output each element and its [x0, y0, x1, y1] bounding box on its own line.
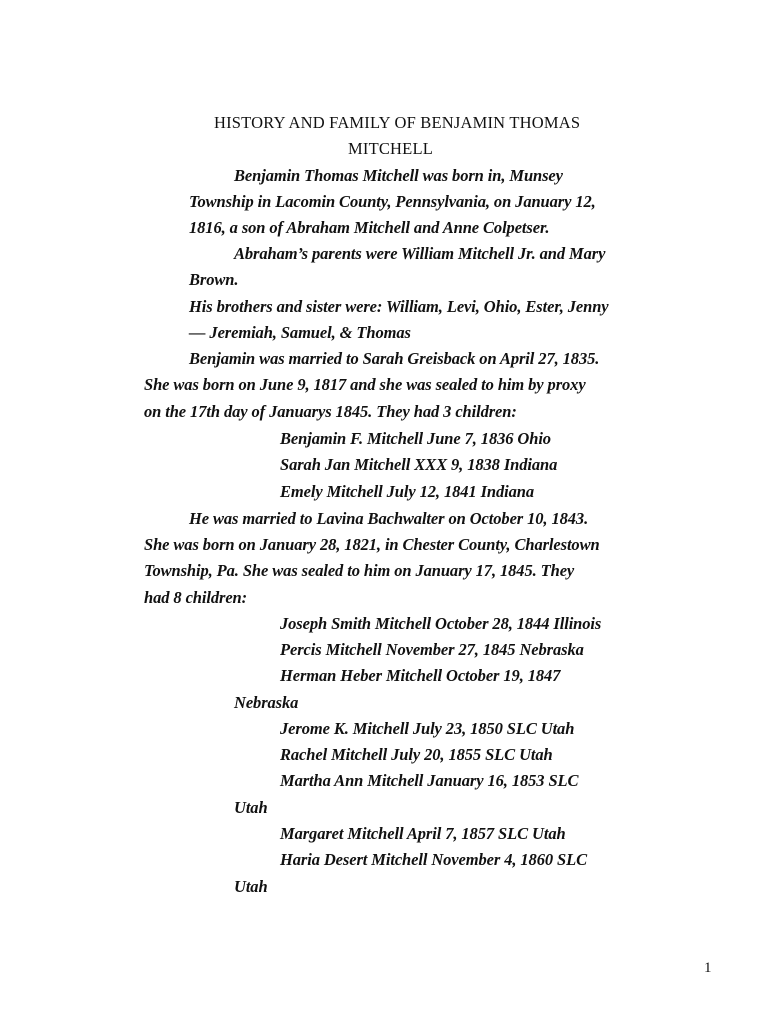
title-line-1: HISTORY AND FAMILY OF BENJAMIN THOMAS — [214, 113, 581, 132]
child-line-6: Herman Heber Mitchell October 19, 1847 — [280, 666, 561, 685]
child-line-9-continued: Utah — [234, 798, 268, 817]
body-line-2: Township in Lacomin County, Pennsylvania, on January 12, — [189, 192, 596, 211]
body-line-3: 1816, a son of Abraham Mitchell and Anne Colpetser. — [189, 218, 550, 237]
child-line-2: Sarah Jan Mitchell XXX 9, 1838 Indiana — [280, 455, 558, 474]
child-line-6-continued: Nebraska — [234, 693, 299, 712]
body-line-9: She was born on June 9, 1817 and she was sealed to him by proxy — [144, 375, 586, 394]
child-line-5: Percis Mitchell November 27, 1845 Nebraska — [280, 640, 584, 659]
child-line-11: Haria Desert Mitchell November 4, 1860 SLC — [280, 850, 587, 869]
page-number: 1 — [704, 960, 712, 976]
child-line-1: Benjamin F. Mitchell June 7, 1836 Ohio — [280, 429, 551, 448]
body-line-6: His brothers and sister were: William, Levi, Ohio, Ester, Jenny — [189, 297, 609, 316]
title-line-2: MITCHELL — [348, 139, 434, 158]
body-line-1: Benjamin Thomas Mitchell was born in, Munsey — [234, 166, 563, 185]
child-line-7: Jerome K. Mitchell July 23, 1850 SLC Utah — [280, 719, 575, 738]
body-line-8: Benjamin was married to Sarah Greisback on April 27, 1835. — [189, 349, 600, 368]
body-line-12: She was born on January 28, 1821, in Chester County, Charlestown — [144, 535, 600, 554]
body-line-7: — Jeremiah, Samuel, & Thomas — [189, 323, 411, 342]
body-line-4: Abraham’s parents were William Mitchell Jr. and Mary — [234, 244, 606, 263]
child-line-3: Emely Mitchell July 12, 1841 Indiana — [280, 482, 534, 501]
child-line-11-continued: Utah — [234, 877, 268, 896]
child-line-4: Joseph Smith Mitchell October 28, 1844 Illinois — [280, 614, 602, 633]
child-line-10: Margaret Mitchell April 7, 1857 SLC Utah — [280, 824, 566, 843]
child-line-8: Rachel Mitchell July 20, 1855 SLC Utah — [280, 745, 553, 764]
body-line-13: Township, Pa. She was sealed to him on January 17, 1845. They — [144, 561, 575, 580]
body-line-10: on the 17th day of Januarys 1845. They had 3 children: — [144, 402, 517, 421]
body-line-14: had 8 children: — [144, 588, 248, 607]
body-line-11: He was married to Lavina Bachwalter on October 10, 1843. — [189, 509, 589, 528]
body-line-5: Brown. — [189, 270, 239, 289]
child-line-9: Martha Ann Mitchell January 16, 1853 SLC — [280, 771, 579, 790]
